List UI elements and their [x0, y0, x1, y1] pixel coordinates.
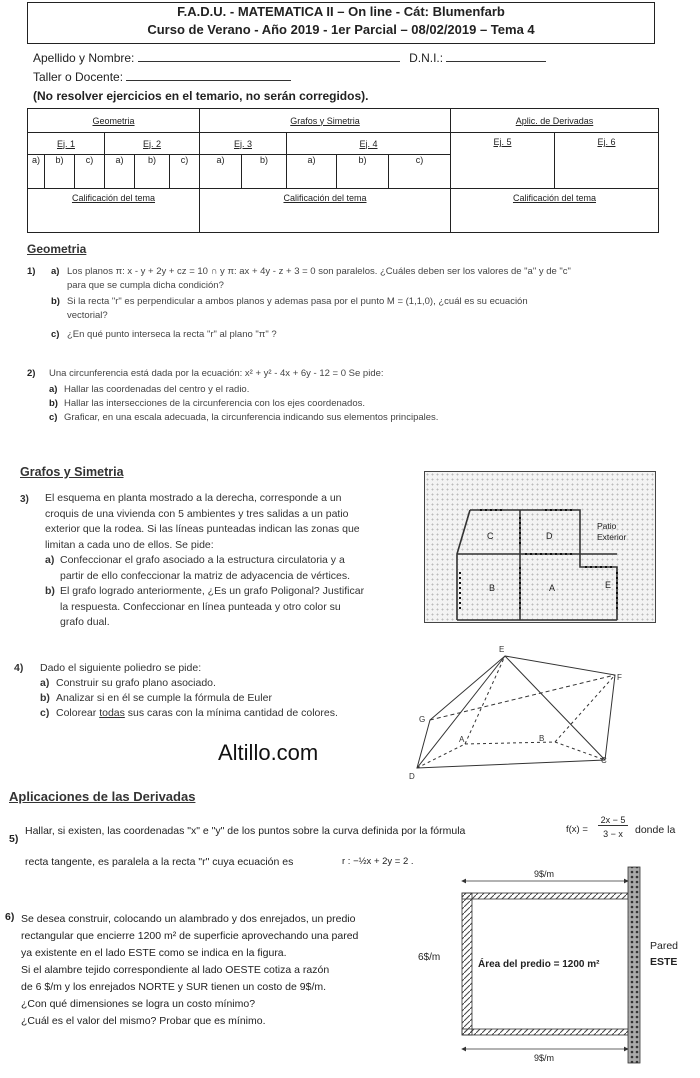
plan-label-a: A	[549, 583, 556, 593]
q3b-line-2: la respuesta. Confeccionar en línea punteada y otro color su	[60, 600, 341, 613]
q1a-label: a)	[51, 266, 60, 277]
q3-line-1: El esquema en planta mostrado a la derecha, corresponde a un	[45, 492, 342, 504]
q3a-label: a)	[45, 554, 55, 566]
ej1-part-a[interactable]: a)	[28, 155, 45, 189]
predio-left-cost: 6$/m	[418, 952, 441, 963]
q4-number: 4)	[14, 662, 24, 674]
exercise-4: Ej. 4	[287, 133, 451, 155]
predio-top-cost: 9$/m	[534, 869, 555, 879]
q5-denominator: 3 − x	[603, 829, 623, 839]
q1b-text-2: vectorial?	[67, 310, 108, 321]
plan-label-b: B	[489, 583, 496, 593]
name-line[interactable]	[138, 52, 400, 62]
q5-text: Hallar, si existen, las coordenadas "x" e "y" de los puntos sobre la curva definida por la fórmula	[25, 825, 466, 837]
q2-text: Una circunferencia está dada por la ecuación: x² + y² - 4x + 6y - 12 = 0 Se pide:	[49, 368, 384, 379]
ej3-part-b[interactable]: b)	[242, 155, 287, 189]
poly-label-a: A	[459, 735, 465, 744]
q1a-text-2: para que se cumpla dicha condición?	[67, 280, 224, 291]
teacher-line[interactable]	[126, 71, 291, 81]
section-title-derivadas: Aplicaciones de las Derivadas	[9, 789, 196, 804]
predio-wall-label-2: ESTE	[650, 956, 678, 968]
q4c-label: c)	[40, 707, 50, 719]
exercise-5: Ej. 5	[451, 133, 555, 189]
poly-label-c: C	[601, 756, 607, 765]
q5-equation: r : −½x + 2y = 2 .	[342, 856, 414, 867]
q3b-line-3: grafo dual.	[60, 616, 110, 628]
q3-body	[45, 491, 405, 553]
q5-number: 5)	[9, 833, 19, 845]
ej3-part-a[interactable]: a)	[200, 155, 242, 189]
q3a-line-1: Confeccionar el grafo asociado a la estructura circulatoria y a	[60, 554, 345, 566]
q3-line-4: limitan a cada uno de ellos. Se pide:	[45, 538, 214, 551]
poly-label-d: D	[409, 772, 415, 781]
q6-line-3: ya existente en el lado ESTE como se indica en la figura.	[21, 947, 287, 959]
q1c-label: c)	[51, 329, 60, 340]
plan-label-d: D	[546, 531, 553, 541]
ej1-part-c[interactable]: c)	[75, 155, 105, 189]
exercise-6: Ej. 6	[554, 133, 658, 189]
floor-plan-figure	[424, 471, 656, 623]
grade-grafos[interactable]: Calificación del tema	[200, 189, 451, 233]
q6-line-2: rectangular que encierre 1200 m² de superficie aprovechando una pared	[21, 930, 359, 942]
exercise-3: Ej. 3	[200, 133, 287, 155]
ej2-part-c[interactable]: c)	[170, 155, 200, 189]
grade-derivadas[interactable]: Calificación del tema	[451, 189, 659, 233]
q1b-text: Si la recta "r" es perpendicular a ambos planos y ademas pasa por el punto M = (1,1,0), ¿cuál es su ecuación	[67, 296, 528, 307]
q4b-label: b)	[40, 692, 50, 704]
name-field-row	[33, 51, 546, 65]
dni-line[interactable]	[446, 52, 546, 62]
q4a-label: a)	[40, 677, 50, 689]
predio-figure	[410, 865, 695, 1065]
q1a-text: Los planos π: x - y + 2y + cz = 10 ∩ y π: ax + 4y - z + 3 = 0 son paralelos. ¿Cuáles deben ser los valores de "a" y de "c"	[67, 266, 571, 277]
q2-number: 2)	[27, 368, 36, 379]
q2c-label: c)	[49, 412, 58, 423]
q3-line-3: exterior que la rodea. Si las líneas punteadas indican las zonas que	[45, 523, 360, 535]
q1-number: 1)	[27, 266, 36, 277]
q6-number: 6)	[5, 911, 15, 923]
header-line-2: Curso de Verano - Año 2019 - 1er Parcial – 08/02/2019 – Tema 4	[147, 22, 535, 37]
q6-line-7: ¿Cuál es el valor del mismo? Probar que es mínimo.	[21, 1015, 266, 1027]
q4a-text: Construir su grafo plano asociado.	[56, 677, 216, 689]
dni-label: D.N.I.:	[409, 51, 444, 65]
q3b-line-1: El grafo logrado anteriormente, ¿Es un grafo Poligonal? Justificar	[60, 585, 365, 597]
q6-line-5: de 6 $/m y los enrejados NORTE y SUR tienen un costo de 9$/m.	[21, 981, 327, 993]
section-title-grafos: Grafos y Simetria	[20, 465, 124, 479]
watermark-text: Altillo.com	[218, 740, 319, 765]
predio-bottom-cost: 9$/m	[534, 1053, 555, 1063]
header-box	[27, 2, 655, 44]
poly-label-e: E	[499, 645, 505, 654]
ej1-part-b[interactable]: b)	[45, 155, 75, 189]
section-title-geometria: Geometria	[27, 242, 87, 256]
q4b-text: Analizar si en él se cumple la fórmula de Euler	[56, 692, 272, 704]
q4-text: Dado el siguiente poliedro se pide:	[40, 662, 202, 674]
q3a-body	[60, 553, 405, 584]
q2a-label: a)	[49, 384, 58, 395]
teacher-label: Taller o Docente:	[33, 70, 124, 84]
q2c-text: Graficar, en una escala adecuada, la circunferencia indicando sus elementos principales.	[64, 412, 439, 423]
grade-geometria[interactable]: Calificación del tema	[28, 189, 200, 233]
q6-line-6: ¿Con qué dimensiones se logra un costo mínimo?	[21, 998, 256, 1010]
ej4-part-b[interactable]: b)	[337, 155, 389, 189]
q6-body	[21, 911, 421, 1030]
q5-function-label: f(x) =	[566, 824, 588, 835]
ej2-part-a[interactable]: a)	[105, 155, 135, 189]
floor-plan-svg	[425, 472, 657, 624]
q3-number: 3)	[20, 494, 29, 505]
name-label: Apellido y Nombre:	[33, 51, 135, 65]
plan-label-exterior: Exterior	[597, 532, 627, 542]
header-line-1: F.A.D.U. - MATEMATICA II – On line - Cát: Blumenfarb	[177, 4, 505, 19]
plan-label-e: E	[605, 580, 612, 590]
plan-label-c: C	[487, 531, 494, 541]
q5-numerator: 2x − 5	[598, 815, 628, 826]
section-derivadas: Aplic. de Derivadas	[451, 109, 659, 133]
section-grafos: Grafos y Simetria	[200, 109, 451, 133]
ej2-part-b[interactable]: b)	[135, 155, 170, 189]
q3b-label: b)	[45, 585, 55, 597]
q4c-text: Colorear todas sus caras con la mínima cantidad de colores.	[56, 707, 338, 719]
q2b-text: Hallar las intersecciones de la circunferencia con los ejes coordenados.	[64, 398, 365, 409]
grading-grid	[27, 108, 659, 233]
q6-line-1: Se desea construir, colocando un alambrado y dos enrejados, un predio	[21, 913, 356, 925]
ej4-part-c[interactable]: c)	[389, 155, 451, 189]
q1c-text: ¿En qué punto interseca la recta "r" al plano "π" ?	[67, 329, 277, 340]
poly-label-b: B	[539, 734, 545, 743]
predio-wall-label-1: Pared	[650, 940, 679, 952]
q2a-text: Hallar las coordenadas del centro y el radio.	[64, 384, 250, 395]
section-geometria: Geometria	[28, 109, 200, 133]
plan-label-patio: Patio	[597, 521, 617, 531]
teacher-field-row	[33, 70, 291, 84]
predio-area-label: Área del predio = 1200 m²	[478, 959, 600, 970]
poly-label-f: F	[617, 673, 622, 682]
q2b-label: b)	[49, 398, 58, 409]
exercise-1: Ej. 1	[28, 133, 105, 155]
q5-tail: donde la	[635, 824, 676, 836]
q3a-line-2: partir de ello confeccionar la matriz de adyacencia de vértices.	[60, 569, 351, 582]
q3b-body	[60, 584, 405, 631]
q3-line-2: croquis de una vivienda con 5 ambientes y tres salidas a un patio	[45, 507, 349, 520]
q5-text-2: recta tangente, es paralela a la recta "r" cuya ecuación es	[25, 856, 294, 868]
q6-line-4: Si el alambre tejido correspondiente al lado OESTE cotiza a razón	[21, 964, 330, 976]
exercise-2: Ej. 2	[105, 133, 200, 155]
ej4-part-a[interactable]: a)	[287, 155, 337, 189]
q1b-label: b)	[51, 296, 60, 307]
instructions-note: (No resolver ejercicios en el temario, no serán corregidos).	[33, 89, 369, 103]
polyhedron-figure	[405, 640, 630, 785]
poly-label-g: G	[419, 715, 426, 724]
